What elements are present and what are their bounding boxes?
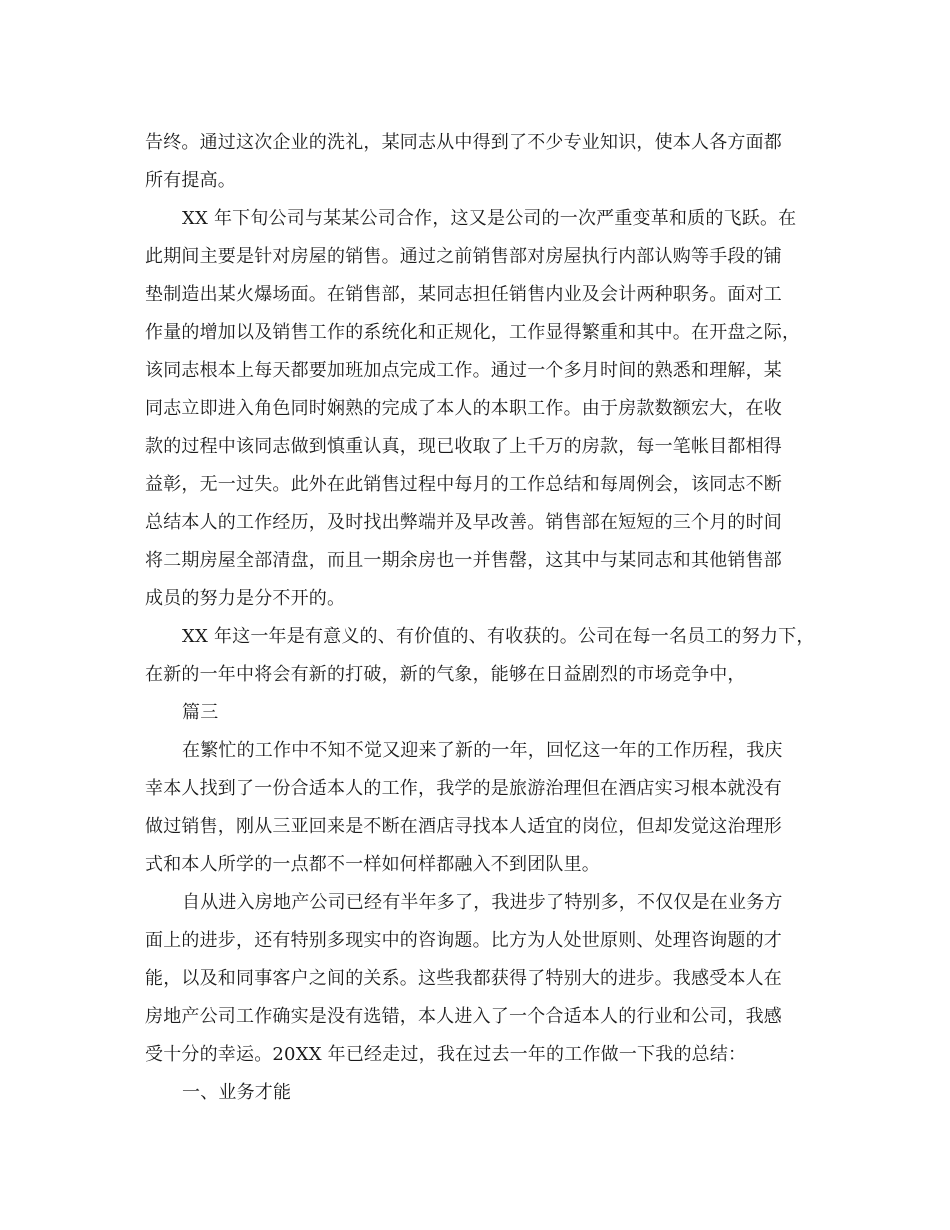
section-heading: 篇三	[182, 702, 219, 723]
text-line: 总结本人的工作经历，及时找出弊端并及早改善。销售部在短短的三个月的时间	[145, 512, 782, 533]
text-line: 此期间主要是针对房屋的销售。通过之前销售部对房屋执行内部认购等手段的铺	[145, 246, 782, 267]
text-line: XX 年下旬公司与某某公司合作，这又是公司的一次严重变革和质的飞跃。在	[182, 208, 797, 229]
text-line: 该同志根本上每天都要加班加点完成工作。通过一个多月时间的熟悉和理解，某	[145, 360, 782, 381]
section-heading: 一、业务才能	[182, 1082, 292, 1103]
text-line: 房地产公司工作确实是没有选错，本人进入了一个合适本人的行业和公司，我感	[145, 1006, 782, 1027]
text-line: 成员的努力是分不开的。	[145, 588, 346, 609]
text-line: 式和本人所学的一点都不一样如何样都融入不到团队里。	[145, 854, 600, 875]
text-line: 款的过程中该同志做到慎重认真，现已收取了上千万的房款，每一笔帐目都相得	[145, 436, 782, 457]
text-line: 做过销售，刚从三亚回来是不断在酒店寻找本人适宜的岗位，但却发觉这治理形	[145, 816, 782, 837]
text-line: 将二期房屋全部清盘，而且一期余房也一并售罄，这其中与某同志和其他销售部	[145, 550, 782, 571]
text-line: 垫制造出某火爆场面。在销售部，某同志担任销售内业及会计两种职务。面对工	[145, 284, 782, 305]
text-line: 自从进入房地产公司已经有半年多了，我进步了特别多，不仅仅是在业务方	[182, 892, 783, 913]
text-line: 能，以及和同事客户之间的关系。这些我都获得了特别大的进步。我感受本人在	[145, 968, 782, 989]
text-line: 在新的一年中将会有新的打破，新的气象，能够在日益剧烈的市场竞争中，	[145, 664, 746, 685]
text-line: 受十分的幸运。20XX 年已经走过，我在过去一年的工作做一下我的总结：	[145, 1044, 747, 1065]
text-line: 幸本人找到了一份合适本人的工作，我学的是旅游治理但在酒店实习根本就没有	[145, 778, 782, 799]
text-line: 益彰，无一过失。此外在此销售过程中每月的工作总结和每周例会，该同志不断	[145, 474, 782, 495]
text-line: 同志立即进入角色同时娴熟的完成了本人的本职工作。由于房款数额宏大，在收	[145, 398, 782, 419]
text-line: 面上的进步，还有特别多现实中的咨询题。比方为人处世原则、处理咨询题的才	[145, 930, 782, 951]
text-line: 告终。通过这次企业的洗礼，某同志从中得到了不少专业知识，使本人各方面都	[145, 132, 782, 153]
text-line: 在繁忙的工作中不知不觉又迎来了新的一年，回忆这一年的工作历程，我庆	[182, 740, 783, 761]
text-line: 所有提高。	[145, 170, 236, 191]
text-line: 作量的增加以及销售工作的系统化和正规化，工作显得繁重和其中。在开盘之际，	[145, 322, 801, 343]
text-line: XX 年这一年是有意义的、有价值的、有收获的。公司在每一名员工的努力下，	[182, 626, 815, 647]
